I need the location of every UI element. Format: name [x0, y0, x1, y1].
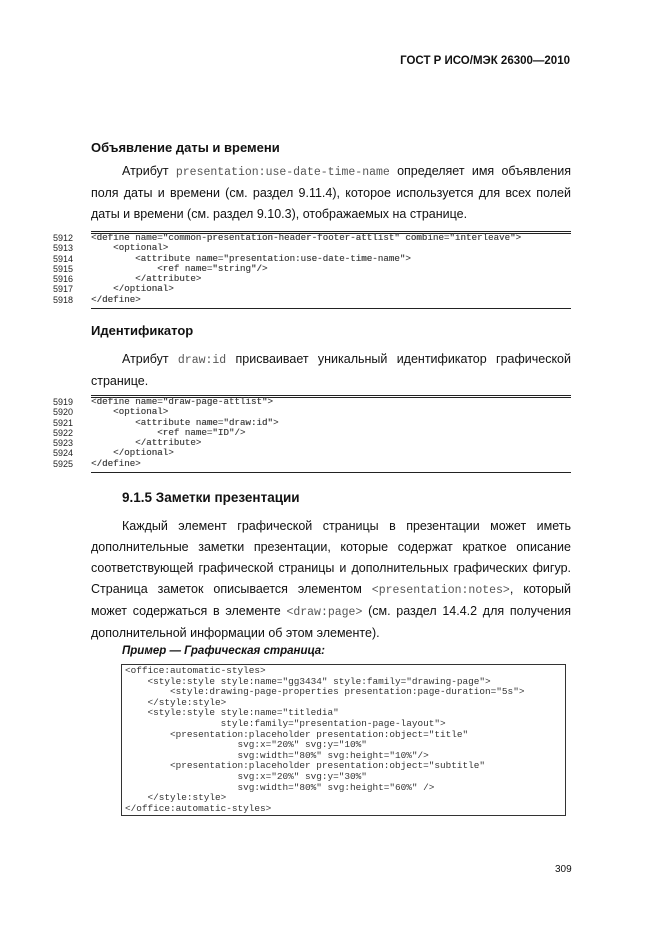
- code-line: </office:automatic-styles>: [125, 802, 272, 814]
- code-rule-bottom: [91, 308, 571, 309]
- code-text: <attribute name="draw:id">: [91, 416, 279, 428]
- code-text: <ref name="string"/>: [91, 262, 268, 274]
- code-text: </optional>: [91, 283, 174, 295]
- code-line: </style:style>: [125, 792, 227, 804]
- code-line: <style:drawing-page-properties presentation:page-duration="5s">: [125, 686, 525, 698]
- paragraph-text: Каждый элемент графической страницы в презентации может иметь дополнительные заметки презентации, которые содержат краткое описание соответствующей графической страницы и дополнительных графических фигур. Страница заметок описывается элементом: [91, 519, 571, 596]
- code-line: [53, 283, 571, 295]
- code-line: [53, 457, 571, 469]
- code-text: <optional>: [91, 406, 169, 418]
- code-listing-1: [53, 232, 571, 305]
- code-line: </style:style>: [125, 696, 227, 708]
- line-number: 5921: [53, 417, 74, 428]
- code-text: </attribute>: [91, 273, 202, 285]
- line-number: 5912: [53, 233, 74, 243]
- document-header: ГОСТ Р ИСО/МЭК 26300—2010: [400, 55, 570, 67]
- line-number: 5918: [53, 294, 74, 305]
- line-number: 5925: [53, 458, 74, 469]
- line-number: 5922: [53, 427, 74, 438]
- code-line: <style:style style:name="gg3434" style:family="drawing-page">: [125, 675, 491, 687]
- code-line: [53, 447, 571, 459]
- code-line: <presentation:placeholder presentation:object="title": [125, 728, 469, 740]
- code-line: svg:width="80%" svg:height="10%"/>: [125, 749, 429, 761]
- code-inline: <draw:page>: [286, 606, 363, 619]
- code-line: <office:automatic-styles>: [125, 665, 266, 676]
- code-text: </optional>: [91, 447, 174, 459]
- paragraph-identifier: [91, 349, 571, 392]
- paragraph-text: Атрибут: [122, 352, 178, 366]
- code-line: svg:width="80%" svg:height="60%" />: [125, 781, 435, 793]
- section-heading-identifier: Идентификатор: [91, 323, 194, 338]
- paragraph-text: присваивает уникальный идентификатор графической странице.: [91, 352, 571, 388]
- paragraph-notes: [91, 516, 571, 644]
- line-number: 5923: [53, 438, 74, 449]
- line-number: 5924: [53, 448, 74, 459]
- line-number: 5917: [53, 284, 74, 295]
- line-number: 5919: [53, 397, 74, 407]
- code-rule-bottom: [91, 472, 571, 473]
- code-inline: draw:id: [177, 354, 227, 367]
- code-line: <presentation:placeholder presentation:object="subtitle": [125, 760, 486, 772]
- line-number: 5915: [53, 263, 74, 274]
- paragraph-text: определяет имя объявления поля даты и времени (см. раздел 9.11.4), которое используется для всех полей даты и времени (см. раздел 9.10.3), отображаемых на странице.: [91, 164, 571, 221]
- code-text: </define>: [91, 457, 141, 469]
- code-listing-2: [53, 396, 571, 469]
- code-text: </attribute>: [91, 437, 202, 449]
- line-number: 5914: [53, 253, 74, 264]
- paragraph-text: , который может содержаться в элементе: [91, 582, 572, 618]
- example-label: Пример — Графическая страница:: [122, 645, 326, 657]
- page-number: 309: [555, 864, 572, 875]
- paragraph-date-time: [91, 161, 571, 225]
- section-heading-date-time: Объявление даты и времени: [91, 140, 280, 155]
- line-number: 5916: [53, 274, 74, 285]
- code-line: svg:x="20%" svg:y="10%": [125, 739, 367, 751]
- section-heading-notes: 9.1.5 Заметки презентации: [122, 490, 300, 505]
- code-text: <attribute name="presentation:use-date-time-name">: [91, 252, 411, 264]
- code-line: svg:x="20%" svg:y="30%": [125, 770, 367, 782]
- code-line: style:family="presentation-page-layout">: [125, 717, 446, 729]
- code-text: </define>: [91, 293, 141, 305]
- code-inline: presentation:use-date-time-name: [175, 166, 390, 179]
- code-line: <style:style style:name="titledia": [125, 707, 339, 719]
- code-inline: <presentation:notes>: [371, 584, 510, 597]
- code-line: [53, 293, 571, 305]
- example-code-box: [121, 664, 566, 816]
- code-text: <optional>: [91, 242, 169, 254]
- code-text: <ref name="ID"/>: [91, 426, 246, 438]
- paragraph-text: (см. раздел 14.4.2 для получения дополнительной информации об этом элементе).: [91, 604, 571, 640]
- code-text: <define name="draw-page-attlist">: [91, 396, 273, 407]
- line-number: 5913: [53, 243, 74, 254]
- paragraph-text: Атрибут: [122, 164, 176, 178]
- line-number: 5920: [53, 407, 74, 418]
- code-text: <define name="common-presentation-header-footer-attlist" combine="interleave">: [91, 232, 522, 243]
